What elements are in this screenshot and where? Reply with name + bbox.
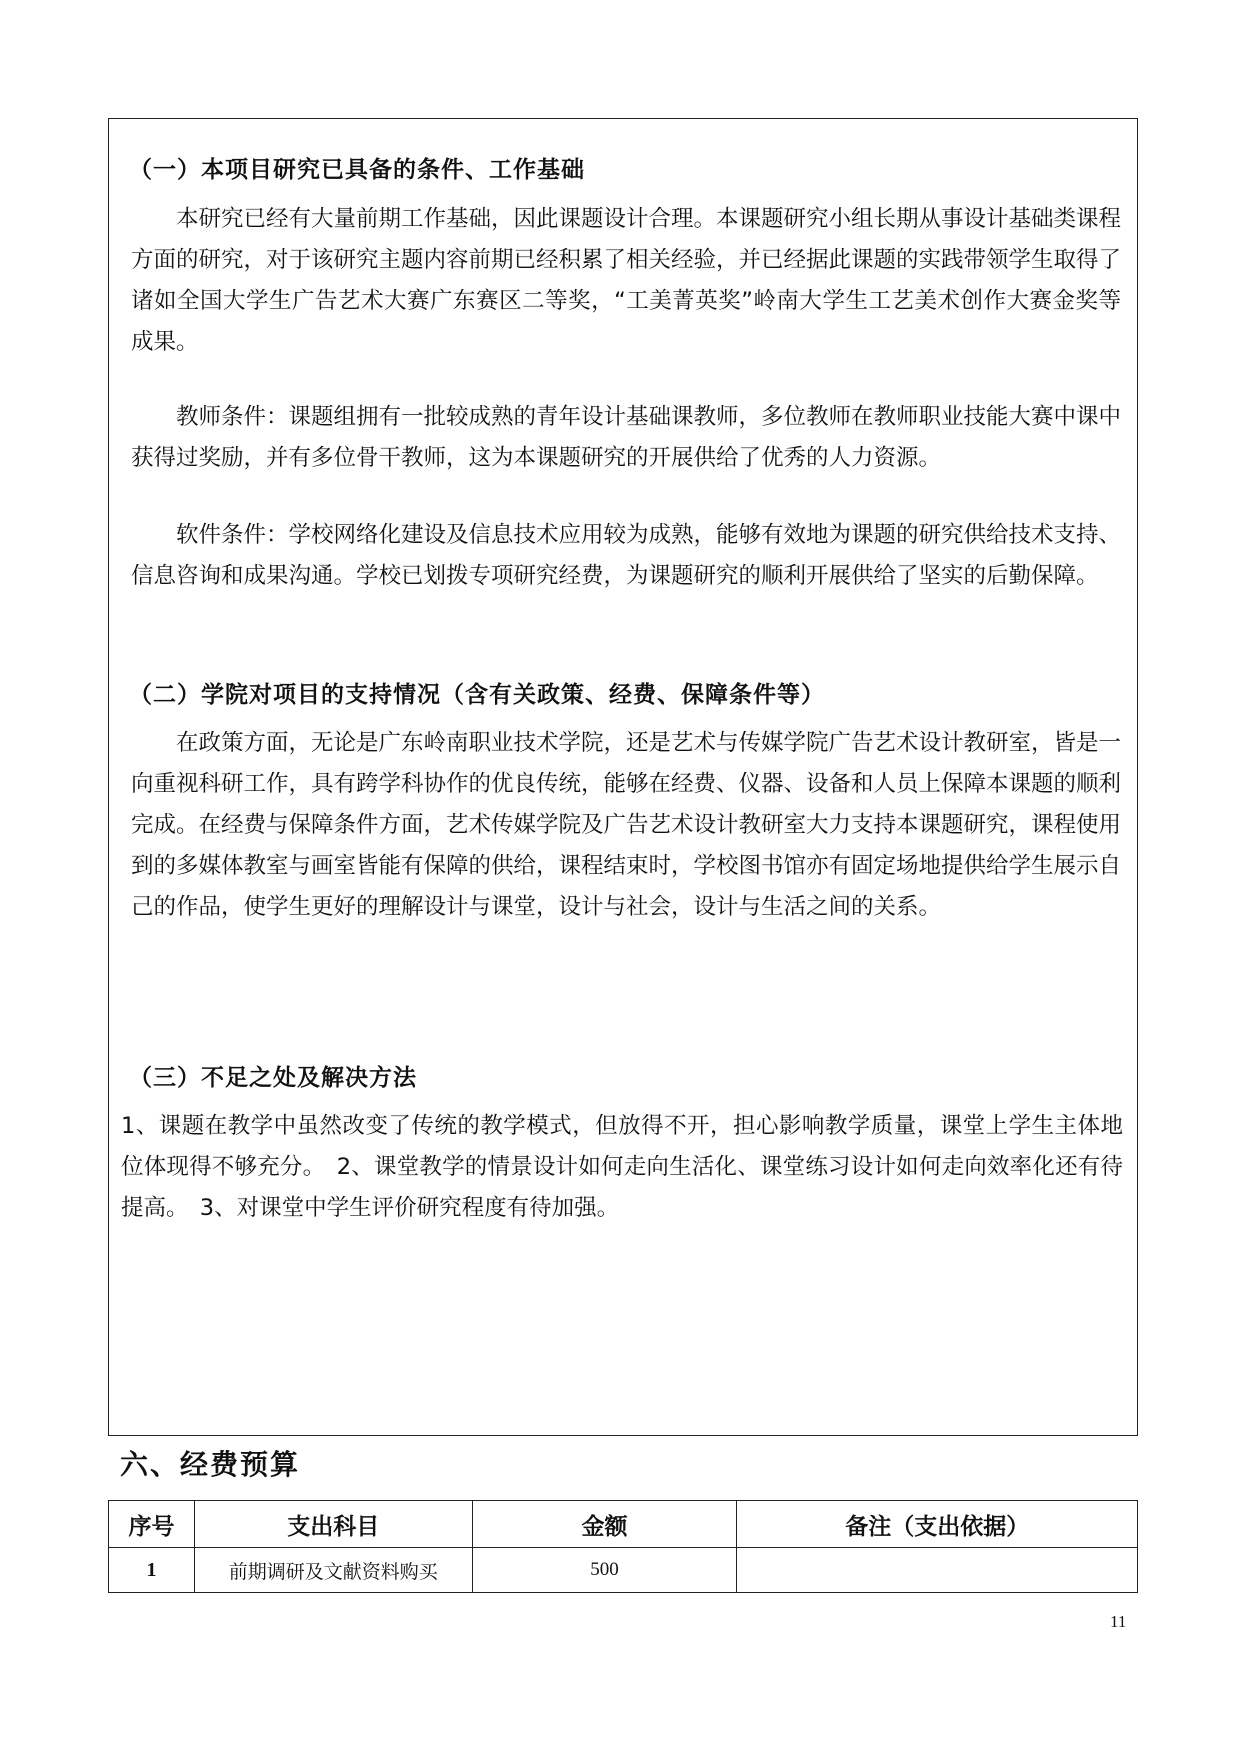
section1-paragraph-3: 软件条件：学校网络化建设及信息技术应用较为成熟，能够有效地为课题的研究供给技术支持、信息咨询和成果沟通。学校已划拨专项研究经费，为课题研究的顺利开展供给了坚实的后勤保障。 [131, 522, 1122, 589]
header-no: 序号 [109, 1501, 195, 1548]
row-item: 前期调研及文献资料购买 [194, 1548, 472, 1593]
header-amount: 金额 [472, 1501, 737, 1548]
section3-paragraph-1: 1、课题在教学中虽然改变了传统的教学模式，但放得不开，担心影响教学质量，课堂上学生主体地位体现得不够充分。 2、课堂教学的情景设计如何走向生活化、课堂练习设计如何走向效率化还有待提高。 3、对课堂中学生评价研究程度有待加强。 [121, 1113, 1123, 1221]
header-item: 支出科目 [194, 1501, 472, 1548]
row-note [737, 1548, 1138, 1593]
budget-table [108, 1500, 1138, 1593]
section3-heading: （三）不足之处及解决方法 [129, 1065, 417, 1091]
header-note: 备注（支出依据） [737, 1501, 1138, 1548]
page-number: 11 [1110, 1612, 1127, 1631]
row-amount: 500 [472, 1548, 737, 1593]
section1-paragraph-1: 本研究已经有大量前期工作基础，因此课题设计合理。本课题研究小组长期从事设计基础类课程方面的研究，对于该研究主题内容前期已经积累了相关经验，并已经据此课题的实践带领学生取得了诸如全国大学生广告艺术大赛广东赛区二等奖，“工美菁英奖”岭南大学生工艺美术创作大赛金奖等成果。 [131, 206, 1122, 355]
row-no: 1 [109, 1548, 195, 1593]
budget-title: 六、经费预算 [120, 1448, 301, 1481]
section2-paragraph-1: 在政策方面，无论是广东岭南职业技术学院，还是艺术与传媒学院广告艺术设计教研室，皆是一向重视科研工作，具有跨学科协作的优良传统，能够在经费、仪器、设备和人员上保障本课题的顺利完成。在经费与保障条件方面，艺术传媒学院及广告艺术设计教研室大力支持本课题研究，课程使用到的多媒体教室与画室皆能有保障的供给，课程结束时，学校图书馆亦有固定场地提供给学生展示自己的作品，使学生更好的理解设计与课堂，设计与社会，设计与生活之间的关系。 [131, 730, 1122, 920]
content-frame [108, 118, 1138, 1436]
section1-paragraph-2: 教师条件：课题组拥有一批较成熟的青年设计基础课教师，多位教师在教师职业技能大赛中课中获得过奖励，并有多位骨干教师，这为本课题研究的开展供给了优秀的人力资源。 [131, 404, 1122, 471]
section2-heading: （二）学院对项目的支持情况（含有关政策、经费、保障条件等） [129, 682, 825, 708]
table-row [109, 1548, 1138, 1593]
budget-header-row [109, 1501, 1138, 1548]
section1-heading: （一）本项目研究已具备的条件、工作基础 [129, 157, 585, 183]
